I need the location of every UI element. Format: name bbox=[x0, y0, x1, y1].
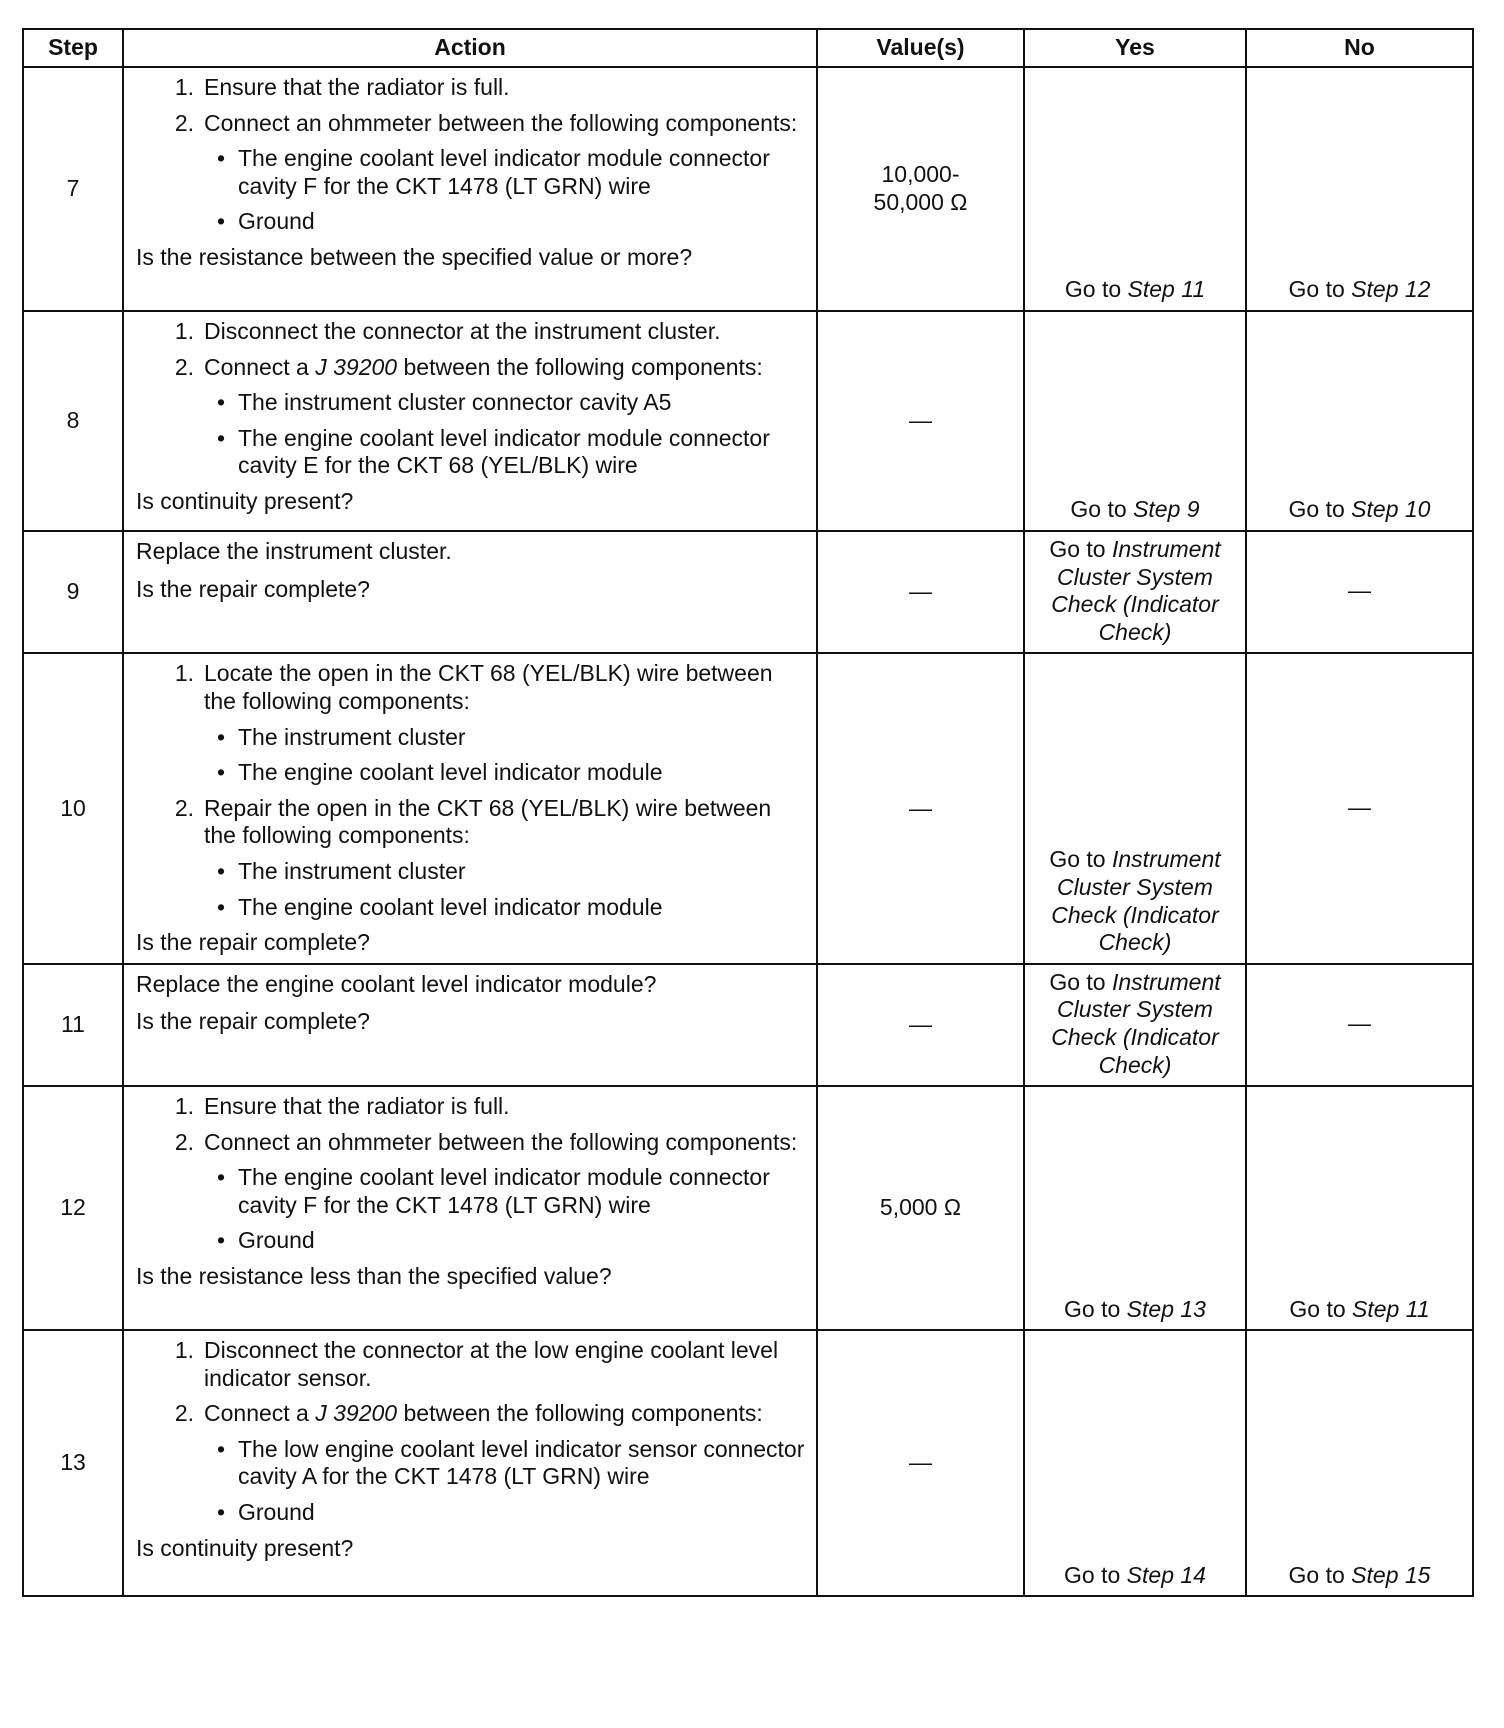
step-item-number: 2. bbox=[174, 794, 194, 821]
step-item-number: 1. bbox=[174, 660, 194, 687]
step-item-number: 2. bbox=[174, 1400, 194, 1427]
table-row bbox=[23, 311, 1473, 531]
no-dash: — bbox=[1348, 793, 1371, 820]
text-pre: Connect a bbox=[204, 1400, 316, 1427]
action-step bbox=[136, 660, 808, 786]
table-row bbox=[23, 1330, 1473, 1596]
action-step bbox=[136, 795, 808, 921]
bullet-text: The engine coolant level indicator module connector cavity F for the CKT 1478 (LT GRN) wire bbox=[238, 1164, 770, 1218]
action-step-line bbox=[136, 1400, 808, 1428]
goto-link: Step 11 bbox=[1352, 1295, 1430, 1322]
no-cell bbox=[1246, 311, 1473, 531]
action-step bbox=[136, 110, 808, 236]
bullet-text: The engine coolant level indicator module bbox=[238, 759, 663, 786]
action-step-line bbox=[136, 660, 808, 715]
step-item-text: Disconnect the connector at the instrument cluster. bbox=[204, 318, 721, 344]
bullet-icon: • bbox=[216, 1227, 226, 1254]
goto-text: Go to bbox=[1070, 496, 1134, 523]
goto-link: Step 15 bbox=[1351, 1561, 1431, 1588]
action-step-line bbox=[136, 74, 808, 102]
table-row bbox=[23, 67, 1473, 311]
step-item-number: 1. bbox=[174, 1093, 194, 1120]
bullet-item bbox=[204, 1436, 808, 1491]
value-cell bbox=[817, 531, 1024, 653]
value-text: — bbox=[909, 794, 932, 821]
question-text: Is continuity present? bbox=[136, 487, 354, 514]
bullet-item bbox=[204, 759, 808, 787]
action-steps-list bbox=[136, 74, 808, 236]
question-text: Is the resistance between the specified value or more? bbox=[136, 243, 693, 270]
step-item-text: Connect an ohmmeter between the following components: bbox=[204, 1128, 798, 1155]
tool-name: J 39200 bbox=[315, 1400, 398, 1427]
yes-cell bbox=[1024, 531, 1246, 653]
question-text: Is the repair complete? bbox=[136, 1008, 370, 1035]
bullet-item bbox=[204, 1164, 808, 1219]
value-text: — bbox=[909, 578, 932, 605]
step-item-number: 1. bbox=[174, 74, 194, 100]
header-no: No bbox=[1246, 29, 1473, 67]
action-cell bbox=[123, 1086, 817, 1330]
step-item-text: Ensure that the radiator is full. bbox=[204, 74, 510, 100]
bullet-icon: • bbox=[216, 208, 226, 235]
bullet-item bbox=[204, 1499, 808, 1527]
table-row bbox=[23, 531, 1473, 653]
goto-link: Step 14 bbox=[1126, 1561, 1206, 1588]
header-step: Step bbox=[23, 29, 123, 67]
bullet-text: The engine coolant level indicator module connector cavity E for the CKT 68 (YEL/BLK) wire bbox=[238, 424, 770, 479]
bullet-text: The low engine coolant level indicator sensor connector cavity A for the CKT 1478 (LT GRN) wire bbox=[238, 1435, 805, 1490]
action-step bbox=[136, 1129, 808, 1255]
bullet-icon: • bbox=[216, 893, 226, 920]
bullet-text: Ground bbox=[238, 1227, 315, 1254]
value-text: — bbox=[909, 407, 932, 434]
no-cell bbox=[1246, 1330, 1473, 1596]
goto-text: Go to bbox=[1288, 276, 1352, 303]
goto-text: Go to bbox=[1049, 536, 1112, 562]
value-cell bbox=[817, 67, 1024, 311]
no-cell bbox=[1246, 964, 1473, 1086]
bullet-icon: • bbox=[216, 145, 226, 172]
goto-text: Go to bbox=[1049, 968, 1112, 995]
action-step-line bbox=[136, 795, 808, 850]
goto-text: Go to bbox=[1064, 1295, 1127, 1322]
bullet-text: Ground bbox=[238, 208, 315, 235]
action-step bbox=[136, 318, 808, 346]
action-steps-list bbox=[136, 318, 808, 480]
tool-name: J 39200 bbox=[315, 353, 398, 380]
goto-text: Go to bbox=[1049, 846, 1112, 873]
bullet-item bbox=[204, 1227, 808, 1255]
no-cell bbox=[1246, 67, 1473, 311]
bullet-text: The instrument cluster bbox=[238, 723, 466, 750]
value-text: 10,000- 50,000 Ω bbox=[873, 161, 968, 215]
bullet-item bbox=[204, 858, 808, 886]
goto-text: Go to bbox=[1288, 496, 1352, 523]
action-text: Replace the instrument cluster. bbox=[136, 538, 452, 564]
action-cell bbox=[123, 653, 817, 963]
header-yes: Yes bbox=[1024, 29, 1246, 67]
header-action: Action bbox=[123, 29, 817, 67]
table-row bbox=[23, 1086, 1473, 1330]
question-text: Is the repair complete? bbox=[136, 575, 370, 602]
text-post: between the following components: bbox=[397, 1400, 763, 1427]
action-cell bbox=[123, 67, 817, 311]
goto-text: Go to bbox=[1064, 1561, 1127, 1588]
yes-cell bbox=[1024, 67, 1246, 311]
no-dash: — bbox=[1348, 1010, 1371, 1037]
table-row bbox=[23, 653, 1473, 963]
bullet-item bbox=[204, 208, 808, 236]
value-text: — bbox=[909, 1011, 932, 1038]
action-text: Replace the engine coolant level indicator module? bbox=[136, 970, 657, 997]
action-step bbox=[136, 1337, 808, 1392]
bullet-item bbox=[204, 389, 808, 417]
goto-link: Step 10 bbox=[1351, 496, 1431, 523]
value-cell bbox=[817, 964, 1024, 1086]
bullet-text: The instrument cluster connector cavity A5 bbox=[238, 389, 672, 416]
header-values: Value(s) bbox=[817, 29, 1024, 67]
value-cell bbox=[817, 1086, 1024, 1330]
bullet-item bbox=[204, 145, 808, 200]
action-steps-list bbox=[136, 1093, 808, 1255]
step-item-number: 1. bbox=[174, 318, 194, 344]
diagnostic-table bbox=[22, 28, 1474, 1597]
bullet-text: The engine coolant level indicator module connector cavity F for the CKT 1478 (LT GRN) wire bbox=[238, 145, 770, 199]
step-item-text bbox=[204, 354, 763, 382]
question-text: Is continuity present? bbox=[136, 1534, 354, 1561]
step-item-text bbox=[204, 1400, 763, 1428]
step-number: 9 bbox=[23, 531, 123, 653]
action-step-line bbox=[136, 318, 808, 346]
goto-text: Go to bbox=[1289, 1295, 1353, 1322]
step-number: 7 bbox=[23, 67, 123, 311]
bullet-item bbox=[204, 724, 808, 752]
step-number: 12 bbox=[23, 1086, 123, 1330]
action-step-line bbox=[136, 110, 808, 138]
goto-text: Go to bbox=[1064, 276, 1128, 303]
step-item-text: Locate the open in the CKT 68 (YEL/BLK) wire between the following components: bbox=[204, 660, 773, 714]
goto-link: Step 12 bbox=[1351, 276, 1431, 303]
action-step bbox=[136, 1093, 808, 1121]
action-cell bbox=[123, 531, 817, 653]
bullet-icon: • bbox=[216, 759, 226, 786]
action-steps-list bbox=[136, 660, 808, 921]
bullet-text: The instrument cluster bbox=[238, 857, 466, 884]
bullet-item bbox=[204, 894, 808, 922]
bullet-icon: • bbox=[216, 424, 226, 451]
bullet-item bbox=[204, 425, 808, 480]
goto-link: Step 13 bbox=[1126, 1295, 1206, 1322]
goto-link: Instrument Cluster System Check (Indicator Check) bbox=[1051, 968, 1221, 1078]
step-item-number: 2. bbox=[174, 109, 194, 136]
yes-cell bbox=[1024, 653, 1246, 963]
value-cell bbox=[817, 653, 1024, 963]
goto-text: Go to bbox=[1288, 1561, 1352, 1588]
goto-link: Instrument Cluster System Check (Indicator Check) bbox=[1051, 536, 1221, 645]
yes-cell bbox=[1024, 1330, 1246, 1596]
value-cell bbox=[817, 311, 1024, 531]
action-cell bbox=[123, 964, 817, 1086]
action-cell bbox=[123, 311, 817, 531]
action-steps-list bbox=[136, 1337, 808, 1527]
text-post: between the following components: bbox=[397, 353, 763, 380]
step-item-number: 2. bbox=[174, 1128, 194, 1155]
table-row bbox=[23, 964, 1473, 1086]
action-step-line bbox=[136, 1129, 808, 1157]
no-cell bbox=[1246, 653, 1473, 963]
step-item-text: Repair the open in the CKT 68 (YEL/BLK) wire between the following components: bbox=[204, 794, 772, 849]
step-item-number: 2. bbox=[174, 353, 194, 380]
action-step bbox=[136, 74, 808, 102]
yes-cell bbox=[1024, 1086, 1246, 1330]
action-step-line bbox=[136, 354, 808, 382]
action-step bbox=[136, 354, 808, 480]
bullet-icon: • bbox=[216, 389, 226, 416]
table-body bbox=[23, 67, 1473, 1596]
no-cell bbox=[1246, 531, 1473, 653]
step-item-text: Disconnect the connector at the low engine coolant level indicator sensor. bbox=[204, 1337, 779, 1391]
step-number: 10 bbox=[23, 653, 123, 963]
action-step-line bbox=[136, 1093, 808, 1121]
value-text: — bbox=[909, 1449, 932, 1476]
goto-link: Instrument Cluster System Check (Indicator Check) bbox=[1051, 846, 1221, 956]
no-dash: — bbox=[1348, 577, 1371, 604]
step-number: 13 bbox=[23, 1330, 123, 1596]
bullet-icon: • bbox=[216, 1435, 226, 1462]
question-text: Is the repair complete? bbox=[136, 929, 370, 956]
yes-cell bbox=[1024, 964, 1246, 1086]
yes-cell bbox=[1024, 311, 1246, 531]
bullet-icon: • bbox=[216, 1499, 226, 1526]
bullet-icon: • bbox=[216, 723, 226, 750]
bullet-text: Ground bbox=[238, 1499, 315, 1526]
step-number: 11 bbox=[23, 964, 123, 1086]
step-item-text: Connect an ohmmeter between the following components: bbox=[204, 109, 798, 136]
question-text: Is the resistance less than the specified value? bbox=[136, 1263, 612, 1290]
step-item-number: 1. bbox=[174, 1337, 194, 1364]
action-cell bbox=[123, 1330, 817, 1596]
step-number: 8 bbox=[23, 311, 123, 531]
bullet-icon: • bbox=[216, 857, 226, 884]
goto-link: Step 11 bbox=[1127, 276, 1206, 303]
bullet-icon: • bbox=[216, 1164, 226, 1191]
value-cell bbox=[817, 1330, 1024, 1596]
action-step bbox=[136, 1400, 808, 1526]
no-cell bbox=[1246, 1086, 1473, 1330]
text-pre: Connect a bbox=[204, 353, 316, 380]
value-text: 5,000 Ω bbox=[879, 1194, 962, 1221]
bullet-text: The engine coolant level indicator module bbox=[238, 893, 663, 920]
header-row bbox=[23, 29, 1473, 67]
step-item-text: Ensure that the radiator is full. bbox=[204, 1093, 510, 1120]
goto-link: Step 9 bbox=[1133, 496, 1200, 523]
action-step-line bbox=[136, 1337, 808, 1392]
